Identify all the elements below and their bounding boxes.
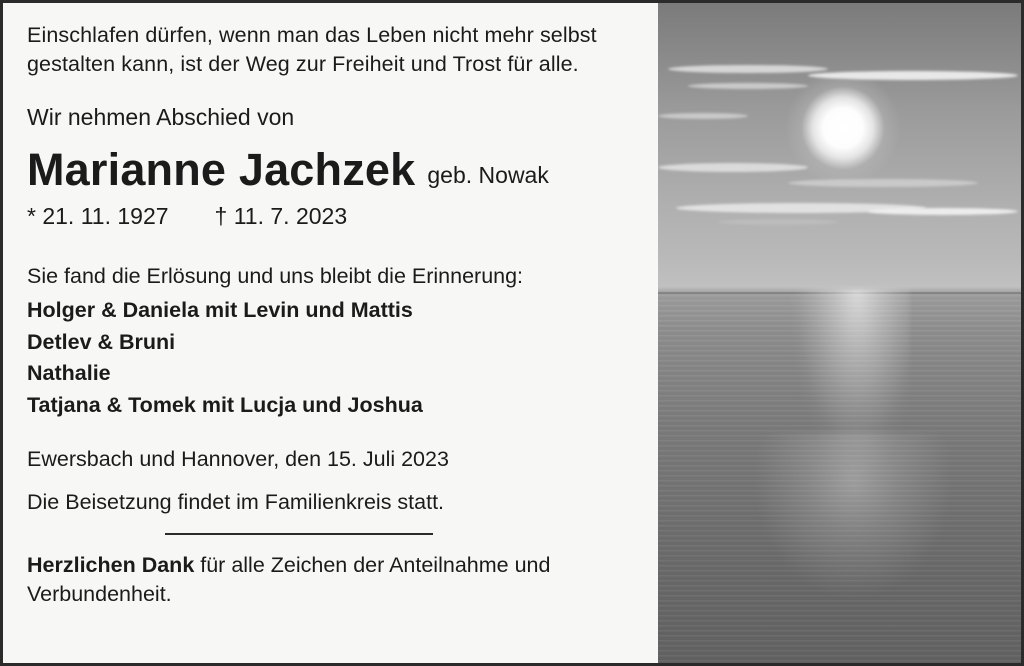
obituary-epigraph: Einschlafen dürfen, wenn man das Leben nicht mehr selbst gestalten kann, ist der Weg zur Freiheit und Trost für alle.: [27, 23, 597, 76]
family-list-item: Holger & Daniela mit Levin und Mattis: [27, 298, 413, 323]
memory-lead-line: Sie fand die Erlösung und uns bleibt die Erinnerung:: [27, 264, 524, 289]
sunset-over-sea-photo: [658, 3, 1021, 663]
sunset-photo-column: [658, 3, 1021, 663]
life-dates: [27, 203, 632, 230]
deceased-maiden-name: geb. Nowak: [427, 161, 549, 188]
farewell-line: Wir nehmen Abschied von: [27, 104, 295, 131]
cloud-band: [668, 65, 828, 73]
burial-note: Die Beisetzung findet im Familienkreis statt.: [27, 490, 445, 515]
family-list-item: Detlev & Bruni: [27, 329, 176, 354]
cloud-band: [688, 83, 808, 89]
cloud-band: [658, 113, 748, 119]
family-list-item: Nathalie: [27, 361, 111, 386]
cloud-band: [808, 71, 1018, 80]
death-date: † 11. 7. 2023: [214, 203, 348, 230]
deceased-name: Marianne Jachzek: [27, 143, 416, 195]
obituary-text-column: [3, 3, 658, 663]
deceased-name-line: [27, 143, 632, 195]
family-list: [27, 295, 632, 421]
cloud-band: [788, 179, 978, 187]
cloud-band: [658, 163, 808, 172]
family-list-item: Tatjana & Tomek mit Lucja und Joshua: [27, 392, 423, 417]
cloud-band: [868, 208, 1018, 215]
sun-reflection-lower: [744, 433, 954, 663]
cloud-band: [718, 219, 838, 225]
place-and-date: Ewersbach und Hannover, den 15. Juli 2023: [27, 447, 449, 472]
thanks-bold: Herzlichen Dank: [27, 553, 195, 578]
thanks-rest: für alle Zeichen der Anteilnahme und Verbundenheit.: [27, 553, 551, 606]
birth-date: * 21. 11. 1927: [27, 203, 169, 230]
divider-rule: [165, 533, 433, 535]
thanks-paragraph: [27, 551, 627, 608]
